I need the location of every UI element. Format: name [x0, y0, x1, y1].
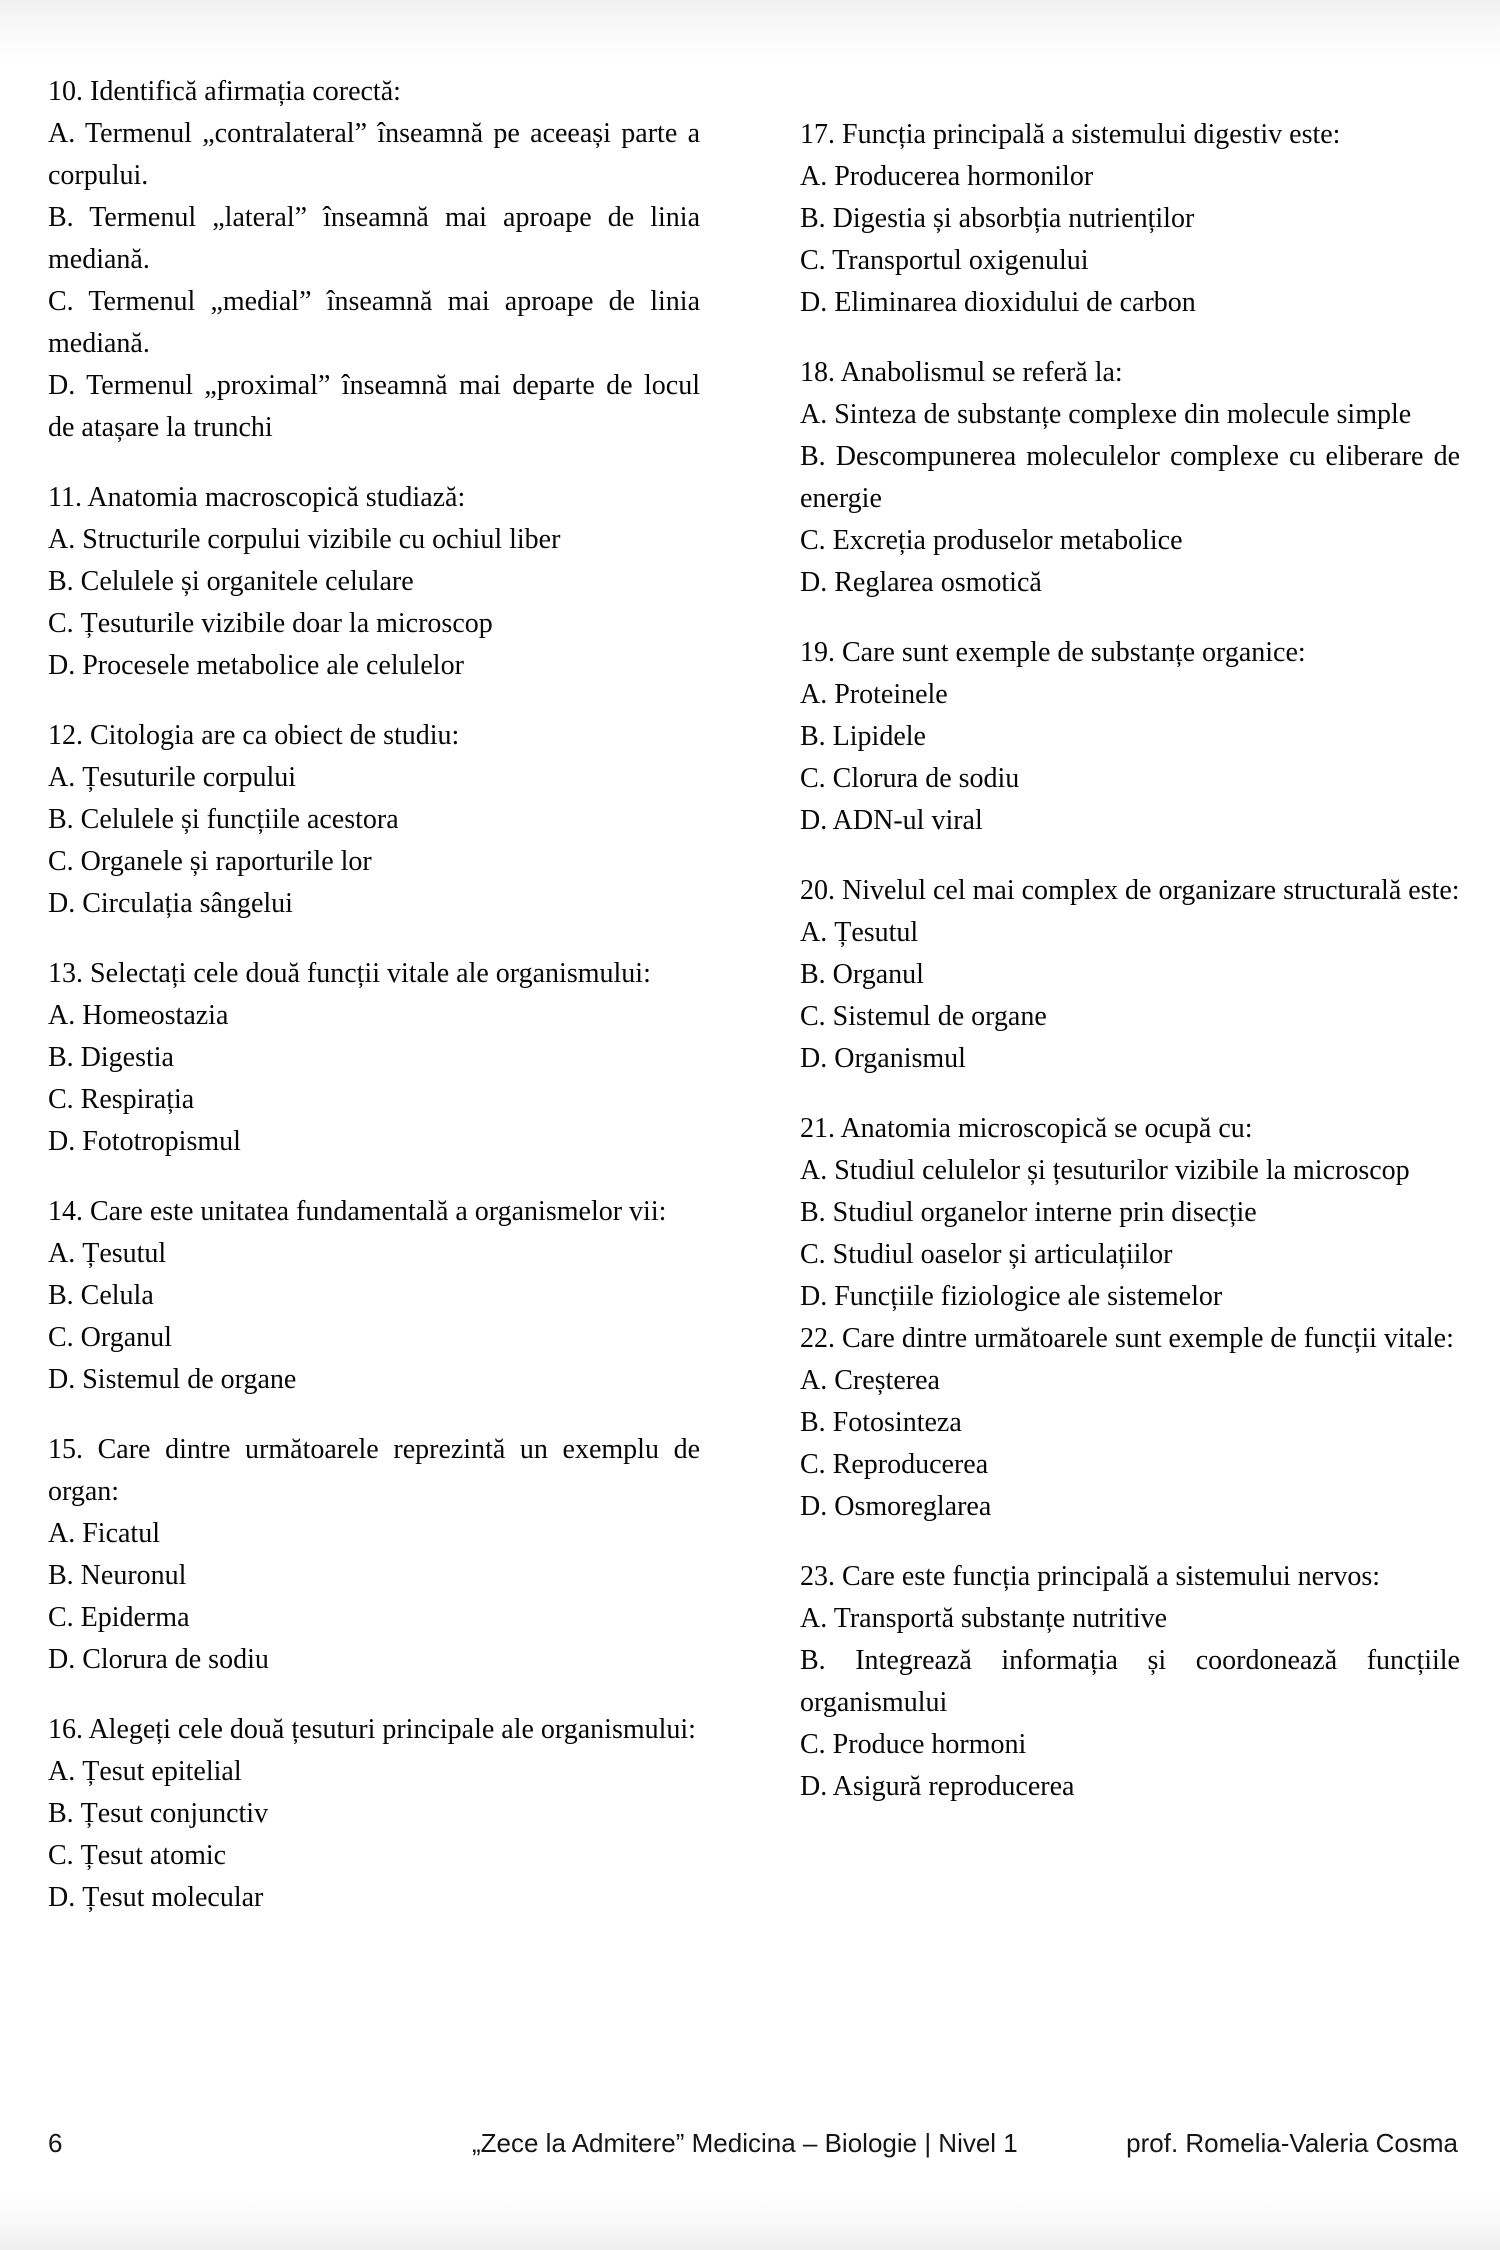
- question-option: D. Circulația sângelui: [48, 888, 293, 919]
- question-option: A. Termenul „contralateral” înseamnă pe aceeași parte a corpului.: [48, 118, 700, 191]
- question-option: B. Termenul „lateral” înseamnă mai aproape de linia mediană.: [48, 202, 700, 275]
- footer-title: „Zece la Admitere” Medicina – Biologie | Nivel 1: [472, 2128, 1018, 2158]
- question-block: [800, 352, 1460, 604]
- bottom-edge-shadow: [0, 2195, 1500, 2250]
- question-option: B. Studiul organelor interne prin disecție: [800, 1197, 1257, 1228]
- question-option: C. Respirația: [48, 1084, 195, 1115]
- question-option: D. Reglarea osmotică: [800, 567, 1042, 598]
- question-block: [48, 477, 700, 687]
- question-option: B. Neuronul: [48, 1560, 187, 1591]
- question-option: C. Produce hormoni: [800, 1729, 1027, 1760]
- question-title: 12. Citologia are ca obiect de studiu:: [48, 720, 460, 751]
- question-title: 14. Care este unitatea fundamentală a organismelor vii:: [48, 1196, 667, 1227]
- question-option: A. Țesuturile corpului: [48, 762, 297, 793]
- question-title: 11. Anatomia macroscopică studiază:: [48, 482, 466, 513]
- question-title: 19. Care sunt exemple de substanțe organice:: [800, 637, 1306, 668]
- question-option: A. Producerea hormonilor: [800, 161, 1094, 192]
- question-option: C. Termenul „medial” înseamnă mai aproape de linia mediană.: [48, 286, 700, 359]
- question-option: A. Studiul celulelor și țesuturilor vizibile la microscop: [800, 1155, 1410, 1186]
- question-option: D. Sistemul de organe: [48, 1364, 297, 1395]
- question-option: B. Integrează informația și coordonează funcțiile organismului: [800, 1645, 1460, 1718]
- question-option: C. Sistemul de organe: [800, 1001, 1047, 1032]
- question-option: B. Celulele și organitele celulare: [48, 566, 414, 597]
- question-block: [48, 1429, 700, 1681]
- question-option: D. Fototropismul: [48, 1126, 241, 1157]
- question-option: C. Epiderma: [48, 1602, 190, 1633]
- question-block: [800, 870, 1460, 1080]
- question-title: 10. Identifică afirmația corectă:: [48, 76, 401, 107]
- question-option: C. Țesuturile vizibile doar la microscop: [48, 608, 493, 639]
- question-option: B. Lipidele: [800, 721, 926, 752]
- question-option: A. Structurile corpului vizibile cu ochiul liber: [48, 524, 561, 555]
- question-title: 13. Selectați cele două funcții vitale ale organismului:: [48, 958, 651, 989]
- right-column: [800, 114, 1460, 1808]
- question-option: C. Transportul oxigenului: [800, 245, 1089, 276]
- question-option: D. Procesele metabolice ale celulelor: [48, 650, 464, 681]
- question-option: B. Organul: [800, 959, 924, 990]
- question-title: 15. Care dintre următoarele reprezintă un exemplu de organ:: [48, 1434, 700, 1507]
- question-option: D. ADN-ul viral: [800, 805, 983, 836]
- question-block: [800, 114, 1460, 324]
- question-block: [48, 1709, 700, 1919]
- question-option: B. Celulele și funcțiile acestora: [48, 804, 399, 835]
- top-edge-shadow: [0, 0, 1500, 62]
- question-option: C. Reproducerea: [800, 1449, 989, 1480]
- question-option: A. Țesutul: [48, 1238, 167, 1269]
- question-block: [800, 1318, 1460, 1528]
- question-option: C. Organele și raporturile lor: [48, 846, 372, 877]
- question-block: [48, 715, 700, 925]
- question-title: 16. Alegeți cele două țesuturi principale ale organismului:: [48, 1714, 696, 1745]
- question-block: [48, 953, 700, 1163]
- question-option: D. Clorura de sodiu: [48, 1644, 269, 1675]
- page-footer: [0, 2126, 1500, 2160]
- question-option: D. Funcțiile fiziologice ale sistemelor: [800, 1281, 1223, 1312]
- question-option: B. Celula: [48, 1280, 154, 1311]
- question-option: C. Organul: [48, 1322, 172, 1353]
- question-option: D. Țesut molecular: [48, 1882, 264, 1913]
- question-option: C. Studiul oaselor și articulațiilor: [800, 1239, 1173, 1270]
- question-option: A. Proteinele: [800, 679, 948, 710]
- question-option: B. Digestia și absorbția nutrienților: [800, 203, 1195, 234]
- question-option: D. Eliminarea dioxidului de carbon: [800, 287, 1196, 318]
- question-title: 17. Funcția principală a sistemului digestiv este:: [800, 119, 1341, 150]
- question-option: B. Digestia: [48, 1042, 174, 1073]
- question-option: C. Țesut atomic: [48, 1840, 227, 1871]
- question-title: 21. Anatomia microscopică se ocupă cu:: [800, 1113, 1253, 1144]
- question-option: A. Transportă substanțe nutritive: [800, 1603, 1168, 1634]
- question-title: 23. Care este funcția principală a sistemului nervos:: [800, 1561, 1381, 1592]
- question-option: A. Homeostazia: [48, 1000, 229, 1031]
- question-option: A. Țesut epitelial: [48, 1756, 242, 1787]
- question-option: A. Ficatul: [48, 1518, 160, 1549]
- question-option: B. Fotosinteza: [800, 1407, 962, 1438]
- question-title: 22. Care dintre următoarele sunt exemple de funcții vitale:: [800, 1323, 1454, 1354]
- page-number: 6: [48, 2128, 63, 2158]
- question-option: A. Sinteza de substanțe complexe din molecule simple: [800, 399, 1412, 430]
- question-option: C. Excreția produselor metabolice: [800, 525, 1183, 556]
- left-column: [48, 71, 700, 1919]
- question-block: [800, 632, 1460, 842]
- question-title: 18. Anabolismul se referă la:: [800, 357, 1123, 388]
- question-block: [48, 1191, 700, 1401]
- question-option: D. Termenul „proximal” înseamnă mai departe de locul de atașare la trunchi: [48, 370, 700, 443]
- question-block: [800, 1556, 1460, 1808]
- question-option: D. Organismul: [800, 1043, 966, 1074]
- question-block: [800, 1108, 1460, 1318]
- question-option: A. Creșterea: [800, 1365, 940, 1396]
- question-title: 20. Nivelul cel mai complex de organizare structurală este:: [800, 875, 1460, 906]
- footer-author: prof. Romelia-Valeria Cosma: [1126, 2128, 1458, 2158]
- question-option: B. Descompunerea moleculelor complexe cu eliberare de energie: [800, 441, 1460, 514]
- question-option: D. Osmoreglarea: [800, 1491, 992, 1522]
- question-option: A. Țesutul: [800, 917, 919, 948]
- question-option: C. Clorura de sodiu: [800, 763, 1020, 794]
- question-option: D. Asigură reproducerea: [800, 1771, 1075, 1802]
- question-block: [48, 71, 700, 449]
- question-option: B. Țesut conjunctiv: [48, 1798, 269, 1829]
